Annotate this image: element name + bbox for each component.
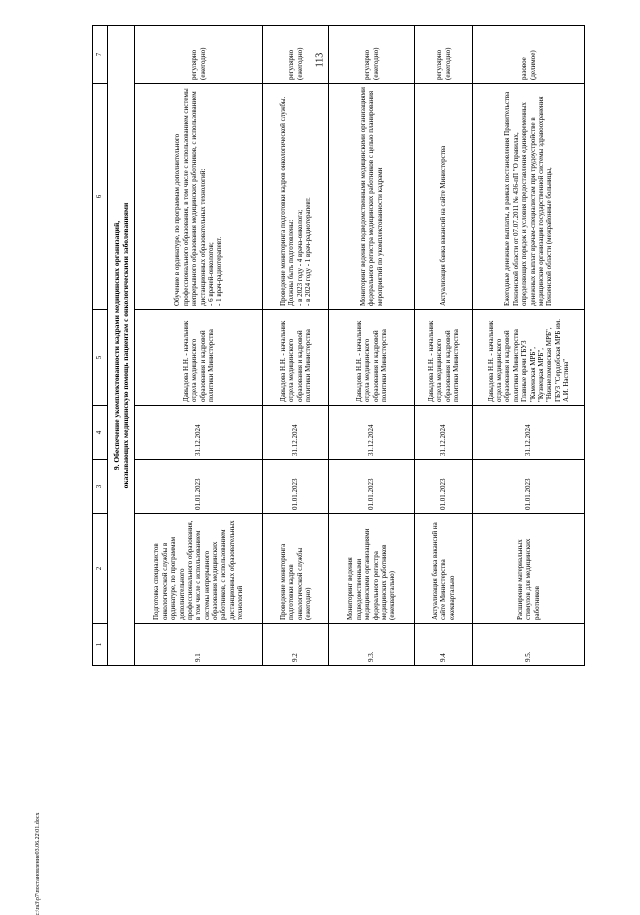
task-cell: Мониторинг ведения подведомственными медицинскими организациями федерального регистра медицинских работников (ежеквартально) xyxy=(329,514,415,624)
plan-table xyxy=(92,25,585,666)
responsible-cell: Давыдова Н.Н. - начальник отдела медицинского образования и кадровой политики Министерства xyxy=(263,310,329,406)
table-row xyxy=(135,26,263,666)
column-number: 5 xyxy=(93,310,108,406)
row-number: 9.3. xyxy=(329,624,415,666)
result-line: - 6 врачей-онкологов; xyxy=(206,242,215,306)
periodicity-cell: разовое (делимое) xyxy=(473,26,585,84)
start-date-cell: 01.01.2023 xyxy=(473,460,585,514)
end-date-cell: 31.12.2024 xyxy=(135,406,263,460)
start-date-cell: 01.01.2023 xyxy=(263,460,329,514)
table-row xyxy=(473,26,585,666)
periodicity-cell: регулярно (ежегодно) xyxy=(263,26,329,84)
result-cell xyxy=(135,84,263,310)
column-number: 2 xyxy=(93,514,108,624)
column-number: 6 xyxy=(93,84,108,310)
start-date-cell: 01.01.2023 xyxy=(135,460,263,514)
result-line: Мониторинг ведения подведомственными медицинскими организациями федерального регистра медицинских работников с целью планирования мероприятий по укомплектованности кадрами xyxy=(358,87,384,306)
table-row xyxy=(329,26,415,666)
section-title-line: оказывающих медицинскую помощь пациентам с онкологическими заболеваниями xyxy=(121,202,130,489)
footer-file-path: c:\ra3\p7\постановление03.06.22\01.docx xyxy=(35,812,41,915)
result-cell xyxy=(473,84,585,310)
result-cell xyxy=(329,84,415,310)
end-date-cell: 31.12.2024 xyxy=(329,406,415,460)
responsible-cell: Давыдова Н.Н. - начальник отдела медицинского образования и кадровой политики Министерства xyxy=(415,310,473,406)
periodicity-cell: регулярно (ежегодно) xyxy=(329,26,415,84)
result-cell xyxy=(263,84,329,310)
result-line: - в 2024 году - 1 врач-радиотерапевт. xyxy=(303,197,312,306)
result-line: Ежегодные денежные выплаты, в рамках постановления Правительства Пензенской области от 07.07.2011 № 436-пП "О правилах, определяющих порядок и условия предоставления единовременных денежных выплат врачам-специалистам при трудоустройстве в медицинские организации государственной системы здравоохранения Пензенской области (межрайонные больницы, xyxy=(503,91,554,306)
row-number: 9.4 xyxy=(415,624,473,666)
rotated-table-page xyxy=(92,26,612,666)
row-number: 9.2 xyxy=(263,624,329,666)
responsible-cell: Давыдова Н.Н. - начальник отдела медицинского образования и кадровой политики Министерства Главные врачи ГБУЗ "Каменская МРБ", "Кузнецкая МРБ", "Нижнеломовская МРБ", ГБУЗ "Сердобская МРБ им. А.И. Настина" xyxy=(473,310,585,406)
result-line: - 1 врач-радиотерапевт. xyxy=(215,236,224,306)
result-line: Актуализация банка вакансий на сайте Министерства xyxy=(439,145,448,306)
table-row xyxy=(263,26,329,666)
section-title-line: 9. Обеспечение укомплектованности кадрами медицинских организаций, xyxy=(112,220,121,471)
table-row xyxy=(415,26,473,666)
end-date-cell: 31.12.2024 xyxy=(263,406,329,460)
periodicity-cell: регулярно (ежегодно) xyxy=(135,26,263,84)
result-cell xyxy=(415,84,473,310)
end-date-cell: 31.12.2024 xyxy=(473,406,585,460)
section-title xyxy=(108,26,135,666)
result-line: - в 2023 году - 4 врача-онколога; xyxy=(295,209,304,306)
end-date-cell: 31.12.2024 xyxy=(415,406,473,460)
column-number-row xyxy=(93,26,108,666)
periodicity-cell: регулярно (ежегодно) xyxy=(415,26,473,84)
column-number: 4 xyxy=(93,406,108,460)
start-date-cell: 01.01.2023 xyxy=(329,460,415,514)
page-number: 113 xyxy=(314,52,326,68)
row-number: 9.1 xyxy=(135,624,263,666)
column-number: 3 xyxy=(93,460,108,514)
responsible-cell: Давыдова Н.Н. - начальник отдела медицинского образования и кадровой политики Министерства xyxy=(135,310,263,406)
task-cell: Подготовка специалистов онкологической службы в ординатуре, по программам дополнительного профессионального образования, в том числе с использованием системы непрерывного образования медицинских работников, с использованием дистанционных образовательных технологий xyxy=(135,514,263,624)
result-line: Проведение мониторинга подготовки кадров онкологической службы. Должны быть подготовлены: xyxy=(278,96,296,306)
start-date-cell: 01.01.2023 xyxy=(415,460,473,514)
responsible-cell: Давыдова Н.Н. - начальник отдела медицинского образования и кадровой политики Министерства xyxy=(329,310,415,406)
row-number: 9.5. xyxy=(473,624,585,666)
result-line: Обучение в ординатуре, по программам дополнительного профессионального образования, в том числе с использованием системы непрерывного образования медицинских работников, с использованием дистанционных образовательных технологий: xyxy=(173,88,207,306)
column-number: 7 xyxy=(93,26,108,84)
task-cell: Проведение мониторинга подготовки кадров онкологической службы (ежегодно) xyxy=(263,514,329,624)
column-number: 1 xyxy=(93,624,108,666)
task-cell: Расширение материальных стимулов для медицинских работников xyxy=(473,514,585,624)
task-cell: Актуализация банка вакансий на сайте Министерства ежеквартально xyxy=(415,514,473,624)
section-heading-row xyxy=(108,26,135,666)
